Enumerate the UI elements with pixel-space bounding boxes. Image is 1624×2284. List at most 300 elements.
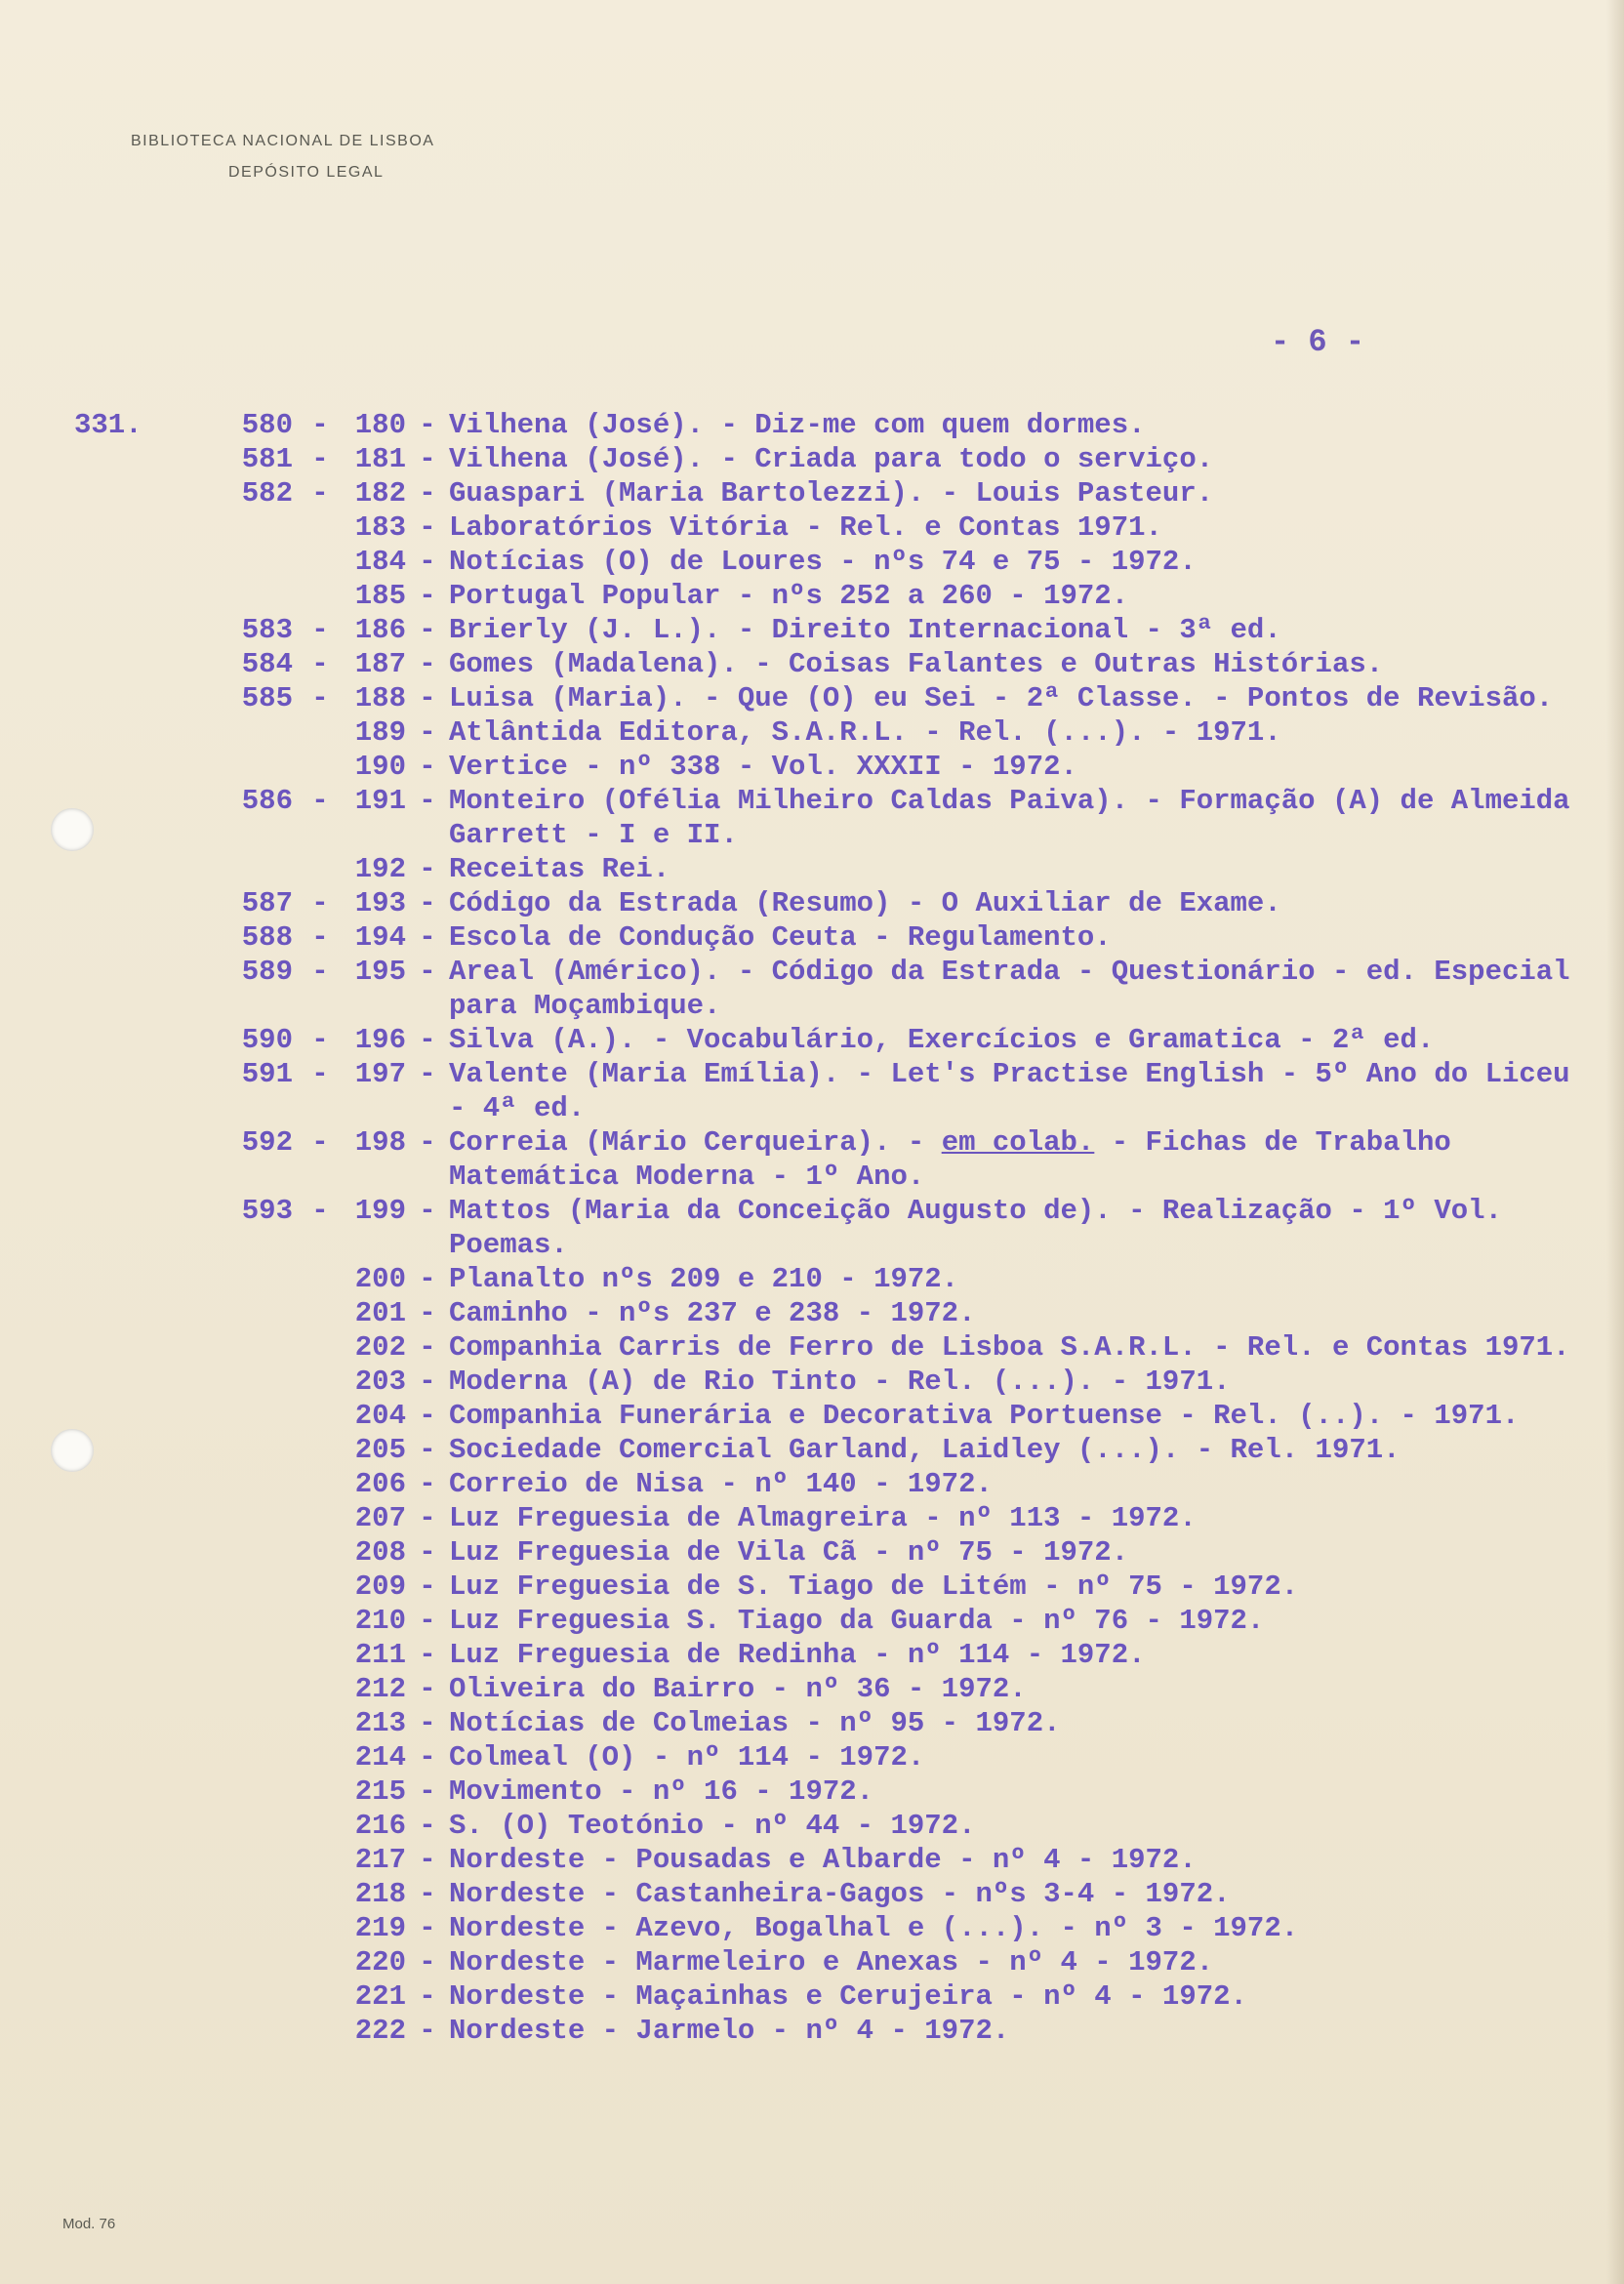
separator: - bbox=[419, 443, 436, 475]
separator: - bbox=[419, 477, 436, 510]
register-number: 181 bbox=[354, 443, 406, 475]
catalog-number bbox=[166, 715, 293, 750]
separator bbox=[293, 1296, 347, 1330]
separator bbox=[293, 1433, 347, 1467]
entry-description: Vertice - nº 338 - Vol. XXXII - 1972. bbox=[449, 751, 1077, 783]
catalog-number bbox=[166, 1706, 293, 1740]
accession-prefix bbox=[74, 1604, 166, 1638]
catalog-number: 584 bbox=[241, 648, 293, 680]
entry-description: Gomes (Madalena). - Coisas Falantes e Outras Histórias. bbox=[449, 648, 1384, 680]
entry-description: S. (O) Teotónio - nº 44 - 1972. bbox=[449, 1810, 976, 1842]
entry-description: Escola de Condução Ceuta - Regulamento. bbox=[449, 921, 1112, 954]
register-number: 222 bbox=[354, 2015, 406, 2047]
entry-description: Notícias de Colmeias - nº 95 - 1972. bbox=[449, 1707, 1061, 1739]
separator: - bbox=[419, 853, 436, 885]
accession-prefix bbox=[74, 1706, 166, 1740]
register-entry bbox=[74, 1911, 1597, 1945]
register-entry bbox=[74, 1296, 1597, 1330]
accession-prefix bbox=[74, 1979, 166, 2014]
register-number: 215 bbox=[354, 1775, 406, 1808]
register-number: 209 bbox=[354, 1570, 406, 1603]
register-entry bbox=[74, 442, 1597, 476]
register-number: 190 bbox=[354, 751, 406, 783]
accession-prefix bbox=[74, 1467, 166, 1501]
separator: - bbox=[419, 1297, 436, 1329]
separator: - bbox=[419, 1946, 436, 1978]
separator bbox=[293, 1535, 347, 1570]
register-entry bbox=[74, 681, 1597, 715]
register-entry bbox=[74, 1809, 1597, 1843]
separator: - bbox=[419, 751, 436, 783]
accession-prefix bbox=[74, 784, 166, 852]
catalog-number bbox=[166, 1467, 293, 1501]
separator: - bbox=[419, 1024, 436, 1056]
catalog-number: 593 bbox=[241, 1195, 293, 1227]
register-entry bbox=[74, 613, 1597, 647]
catalog-number bbox=[166, 1296, 293, 1330]
separator bbox=[293, 1672, 347, 1706]
accession-prefix bbox=[74, 955, 166, 1023]
register-entry bbox=[74, 1194, 1597, 1262]
entry-description: Nordeste - Maçainhas e Cerujeira - nº 4 - 1972. bbox=[449, 1980, 1247, 2013]
accession-prefix: 331. bbox=[74, 409, 142, 441]
register-entry bbox=[74, 1945, 1597, 1979]
entry-description: Código da Estrada (Resumo) - O Auxiliar de Exame. bbox=[449, 887, 1281, 919]
entry-description: Luz Freguesia de Vila Cã - nº 75 - 1972. bbox=[449, 1536, 1129, 1569]
register-entry bbox=[74, 1740, 1597, 1774]
register-number: 195 bbox=[354, 956, 406, 988]
register-number: 201 bbox=[354, 1297, 406, 1329]
catalog-number bbox=[166, 579, 293, 613]
separator: - bbox=[419, 1741, 436, 1774]
accession-prefix bbox=[74, 510, 166, 545]
separator: - bbox=[311, 682, 329, 714]
accession-prefix bbox=[74, 1194, 166, 1262]
register-entry bbox=[74, 1399, 1597, 1433]
register-number: 213 bbox=[354, 1707, 406, 1739]
entry-description: Guaspari (Maria Bartolezzi). - Louis Pasteur. bbox=[449, 477, 1214, 510]
entry-description: Nordeste - Marmeleiro e Anexas - nº 4 - 1972. bbox=[449, 1946, 1214, 1978]
accession-prefix bbox=[74, 715, 166, 750]
separator: - bbox=[419, 1331, 436, 1364]
entry-description: Planalto nºs 209 e 210 - 1972. bbox=[449, 1263, 959, 1295]
register-number: 220 bbox=[354, 1946, 406, 1978]
register-entry bbox=[74, 1057, 1597, 1125]
separator: - bbox=[419, 1707, 436, 1739]
separator bbox=[293, 1979, 347, 2014]
catalog-number: 591 bbox=[241, 1058, 293, 1090]
separator: - bbox=[419, 648, 436, 680]
register-entry bbox=[74, 1433, 1597, 1467]
separator: - bbox=[419, 1810, 436, 1842]
register-number: 212 bbox=[354, 1673, 406, 1705]
accession-prefix bbox=[74, 1774, 166, 1809]
catalog-number: 582 bbox=[241, 477, 293, 510]
entry-description: Portugal Popular - nºs 252 a 260 - 1972. bbox=[449, 580, 1129, 612]
catalog-number bbox=[166, 1774, 293, 1809]
accession-prefix bbox=[74, 1365, 166, 1399]
register-entry bbox=[74, 2014, 1597, 2048]
register-entry bbox=[74, 510, 1597, 545]
register-number: 211 bbox=[354, 1639, 406, 1671]
register-number: 187 bbox=[354, 648, 406, 680]
separator: - bbox=[419, 409, 436, 441]
accession-prefix bbox=[74, 2014, 166, 2048]
separator: - bbox=[419, 2015, 436, 2047]
entry-description: Receitas Rei. bbox=[449, 853, 670, 885]
register-entry bbox=[74, 920, 1597, 955]
entry-description: Luz Freguesia de Redinha - nº 114 - 1972. bbox=[449, 1639, 1146, 1671]
catalog-number bbox=[166, 1570, 293, 1604]
catalog-number bbox=[166, 1672, 293, 1706]
entry-description: Luz Freguesia de S. Tiago de Litém - nº 75 - 1972. bbox=[449, 1570, 1299, 1603]
separator bbox=[293, 750, 347, 784]
entry-description: Mattos (Maria da Conceição Augusto de). - Realização - 1º Vol. Poemas. bbox=[449, 1195, 1502, 1261]
register-number: 185 bbox=[354, 580, 406, 612]
separator bbox=[293, 1570, 347, 1604]
catalog-number bbox=[166, 545, 293, 579]
register-entry bbox=[74, 1979, 1597, 2014]
separator bbox=[293, 1501, 347, 1535]
separator: - bbox=[419, 1570, 436, 1603]
catalog-number bbox=[166, 1535, 293, 1570]
separator: - bbox=[419, 956, 436, 988]
separator: - bbox=[311, 1195, 329, 1227]
register-number: 198 bbox=[354, 1126, 406, 1159]
separator bbox=[293, 2014, 347, 2048]
register-entry bbox=[74, 852, 1597, 886]
separator: - bbox=[419, 887, 436, 919]
register-number: 186 bbox=[354, 614, 406, 646]
entry-description: Caminho - nºs 237 e 238 - 1972. bbox=[449, 1297, 976, 1329]
accession-prefix bbox=[74, 1638, 166, 1672]
register-entry bbox=[74, 1604, 1597, 1638]
register-number: 202 bbox=[354, 1331, 406, 1364]
catalog-number: 587 bbox=[241, 887, 293, 919]
register-entry bbox=[74, 1023, 1597, 1057]
separator: - bbox=[311, 887, 329, 919]
register-number: 196 bbox=[354, 1024, 406, 1056]
catalog-number bbox=[166, 1979, 293, 2014]
entry-description: Atlântida Editora, S.A.R.L. - Rel. (...). - 1971. bbox=[449, 716, 1281, 749]
register-number: 188 bbox=[354, 682, 406, 714]
separator bbox=[293, 1945, 347, 1979]
catalog-number bbox=[166, 1740, 293, 1774]
separator: - bbox=[419, 1263, 436, 1295]
separator: - bbox=[419, 1639, 436, 1671]
accession-prefix bbox=[74, 1672, 166, 1706]
accession-prefix bbox=[74, 1809, 166, 1843]
separator: - bbox=[311, 1058, 329, 1090]
separator bbox=[293, 1706, 347, 1740]
accession-prefix bbox=[74, 681, 166, 715]
separator: - bbox=[419, 580, 436, 612]
register-entry bbox=[74, 1570, 1597, 1604]
separator: - bbox=[419, 921, 436, 954]
register-number: 216 bbox=[354, 1810, 406, 1842]
separator: - bbox=[419, 1468, 436, 1500]
separator: - bbox=[419, 614, 436, 646]
separator: - bbox=[311, 921, 329, 954]
register-entry bbox=[74, 1877, 1597, 1911]
entry-description bbox=[449, 1125, 1591, 1194]
register-number: 182 bbox=[354, 477, 406, 510]
entry-description: Areal (Américo). - Código da Estrada - Questionário - ed. Especial para Moçambique. bbox=[449, 956, 1570, 1022]
entry-description: Oliveira do Bairro - nº 36 - 1972. bbox=[449, 1673, 1027, 1705]
separator: - bbox=[419, 1844, 436, 1876]
entry-description: Moderna (A) de Rio Tinto - Rel. (...). - 1971. bbox=[449, 1366, 1231, 1398]
header-institution: BIBLIOTECA NACIONAL DE LISBOA bbox=[131, 133, 435, 149]
accession-prefix bbox=[74, 1911, 166, 1945]
accession-prefix bbox=[74, 750, 166, 784]
catalog-number bbox=[166, 510, 293, 545]
separator bbox=[293, 1843, 347, 1877]
entry-description: Monteiro (Ofélia Milheiro Caldas Paiva). - Formação (A) de Almeida Garrett - I e II. bbox=[449, 785, 1570, 851]
register-entry bbox=[74, 579, 1597, 613]
register-entry bbox=[74, 476, 1597, 510]
catalog-number: 580 bbox=[241, 409, 293, 441]
catalog-number bbox=[166, 1262, 293, 1296]
entry-description: Vilhena (José). - Diz-me com quem dormes. bbox=[449, 409, 1146, 441]
accession-prefix bbox=[74, 920, 166, 955]
separator bbox=[293, 1877, 347, 1911]
catalog-number: 590 bbox=[241, 1024, 293, 1056]
separator bbox=[293, 510, 347, 545]
entry-description: Correio de Nisa - nº 140 - 1972. bbox=[449, 1468, 993, 1500]
accession-prefix bbox=[74, 1433, 166, 1467]
register-entry bbox=[74, 1262, 1597, 1296]
accession-prefix bbox=[74, 1877, 166, 1911]
register-entry bbox=[74, 1467, 1597, 1501]
separator: - bbox=[419, 1605, 436, 1637]
separator bbox=[293, 1467, 347, 1501]
accession-prefix bbox=[74, 442, 166, 476]
register-entry bbox=[74, 1706, 1597, 1740]
separator: - bbox=[419, 785, 436, 817]
catalog-number bbox=[166, 2014, 293, 2048]
separator bbox=[293, 1911, 347, 1945]
register-number: 180 bbox=[354, 409, 406, 441]
accession-prefix bbox=[74, 1570, 166, 1604]
separator bbox=[293, 1365, 347, 1399]
separator: - bbox=[419, 1195, 436, 1227]
register-number: 184 bbox=[354, 546, 406, 578]
form-code: Mod. 76 bbox=[62, 2216, 116, 2232]
register-entry bbox=[74, 955, 1597, 1023]
register-number: 200 bbox=[354, 1263, 406, 1295]
separator: - bbox=[419, 682, 436, 714]
header-department: DEPÓSITO LEGAL bbox=[228, 164, 385, 181]
register-number: 219 bbox=[354, 1912, 406, 1944]
separator bbox=[293, 1330, 347, 1365]
entry-description: Luz Freguesia S. Tiago da Guarda - nº 76 - 1972. bbox=[449, 1605, 1265, 1637]
register-number: 189 bbox=[354, 716, 406, 749]
separator: - bbox=[419, 1434, 436, 1466]
accession-prefix bbox=[74, 1399, 166, 1433]
register-number: 221 bbox=[354, 1980, 406, 2013]
catalog-number bbox=[166, 750, 293, 784]
separator: - bbox=[419, 716, 436, 749]
entry-description: Vilhena (José). - Criada para todo o serviço. bbox=[449, 443, 1214, 475]
register-number: 194 bbox=[354, 921, 406, 954]
separator: - bbox=[419, 546, 436, 578]
separator: - bbox=[419, 1400, 436, 1432]
register-entry bbox=[74, 1638, 1597, 1672]
separator bbox=[293, 1740, 347, 1774]
catalog-number bbox=[166, 1399, 293, 1433]
entry-description: Nordeste - Castanheira-Gagos - nºs 3-4 - 1972. bbox=[449, 1878, 1231, 1910]
separator: - bbox=[419, 1126, 436, 1159]
register-number: 205 bbox=[354, 1434, 406, 1466]
catalog-number bbox=[166, 1877, 293, 1911]
catalog-number bbox=[166, 1638, 293, 1672]
accession-prefix bbox=[74, 1330, 166, 1365]
separator: - bbox=[311, 785, 329, 817]
separator: - bbox=[419, 1775, 436, 1808]
register-entry bbox=[74, 1843, 1597, 1877]
separator: - bbox=[419, 1980, 436, 2013]
register-number: 192 bbox=[354, 853, 406, 885]
accession-prefix bbox=[74, 1535, 166, 1570]
catalog-number: 583 bbox=[241, 614, 293, 646]
separator: - bbox=[419, 1502, 436, 1534]
register-number: 210 bbox=[354, 1605, 406, 1637]
register-number: 183 bbox=[354, 511, 406, 544]
register-entry bbox=[74, 1501, 1597, 1535]
entry-description: Laboratórios Vitória - Rel. e Contas 1971. bbox=[449, 511, 1162, 544]
separator bbox=[293, 1399, 347, 1433]
separator bbox=[293, 1774, 347, 1809]
catalog-number bbox=[166, 1501, 293, 1535]
accession-prefix bbox=[74, 1843, 166, 1877]
separator: - bbox=[311, 648, 329, 680]
register-number: 206 bbox=[354, 1468, 406, 1500]
separator: - bbox=[311, 477, 329, 510]
register-entry bbox=[74, 1330, 1597, 1365]
entry-description: Sociedade Comercial Garland, Laidley (...). - Rel. 1971. bbox=[449, 1434, 1401, 1466]
register-number: 197 bbox=[354, 1058, 406, 1090]
accession-prefix bbox=[74, 1501, 166, 1535]
catalog-number: 588 bbox=[241, 921, 293, 954]
catalog-number bbox=[166, 1843, 293, 1877]
catalog-number bbox=[166, 1911, 293, 1945]
register-entry bbox=[74, 408, 1597, 442]
separator: - bbox=[311, 443, 329, 475]
paper-edge-shadow bbox=[1606, 0, 1624, 2284]
catalog-number bbox=[166, 1433, 293, 1467]
accession-prefix bbox=[74, 1945, 166, 1979]
accession-prefix bbox=[74, 579, 166, 613]
entry-description: Nordeste - Jarmelo - nº 4 - 1972. bbox=[449, 2015, 1010, 2047]
register-entry bbox=[74, 1774, 1597, 1809]
catalog-number: 581 bbox=[241, 443, 293, 475]
separator bbox=[293, 1809, 347, 1843]
accession-prefix bbox=[74, 476, 166, 510]
register-number: 199 bbox=[354, 1195, 406, 1227]
catalog-number bbox=[166, 1365, 293, 1399]
entry-description: Companhia Carris de Ferro de Lisboa S.A.R.L. - Rel. e Contas 1971. bbox=[449, 1331, 1570, 1364]
entry-description: Valente (Maria Emília). - Let's Practise English - 5º Ano do Liceu - 4ª ed. bbox=[449, 1058, 1570, 1124]
separator: - bbox=[419, 1058, 436, 1090]
entry-text-collab: em colab. bbox=[941, 1126, 1095, 1159]
register-number: 204 bbox=[354, 1400, 406, 1432]
entry-description: Nordeste - Pousadas e Albarde - nº 4 - 1972. bbox=[449, 1844, 1197, 1876]
register-entry bbox=[74, 1535, 1597, 1570]
catalog-number: 585 bbox=[241, 682, 293, 714]
register-entries bbox=[74, 408, 1597, 2048]
separator: - bbox=[419, 1878, 436, 1910]
separator: - bbox=[311, 956, 329, 988]
page-number: - 6 - bbox=[1271, 324, 1365, 360]
separator bbox=[293, 1262, 347, 1296]
register-number: 207 bbox=[354, 1502, 406, 1534]
entry-description: Nordeste - Azevo, Bogalhal e (...). - nº 3 - 1972. bbox=[449, 1912, 1299, 1944]
separator: - bbox=[419, 511, 436, 544]
separator bbox=[293, 1638, 347, 1672]
catalog-number bbox=[166, 1809, 293, 1843]
entry-description: Silva (A.). - Vocabulário, Exercícios e Gramatica - 2ª ed. bbox=[449, 1024, 1435, 1056]
separator: - bbox=[419, 1366, 436, 1398]
separator: - bbox=[419, 1912, 436, 1944]
separator: - bbox=[311, 1126, 329, 1159]
separator bbox=[293, 715, 347, 750]
accession-prefix bbox=[74, 1262, 166, 1296]
register-entry bbox=[74, 715, 1597, 750]
catalog-number: 589 bbox=[241, 956, 293, 988]
accession-prefix bbox=[74, 886, 166, 920]
separator: - bbox=[311, 614, 329, 646]
entry-description: Companhia Funerária e Decorativa Portuense - Rel. (..). - 1971. bbox=[449, 1400, 1520, 1432]
separator: - bbox=[311, 1024, 329, 1056]
register-entry bbox=[74, 750, 1597, 784]
catalog-number bbox=[166, 1945, 293, 1979]
separator: - bbox=[311, 409, 329, 441]
register-entry bbox=[74, 545, 1597, 579]
entry-description: Colmeal (O) - nº 114 - 1972. bbox=[449, 1741, 925, 1774]
catalog-number bbox=[166, 852, 293, 886]
catalog-number: 592 bbox=[241, 1126, 293, 1159]
accession-prefix bbox=[74, 852, 166, 886]
register-number: 214 bbox=[354, 1741, 406, 1774]
accession-prefix bbox=[74, 1296, 166, 1330]
separator bbox=[293, 579, 347, 613]
catalog-number: 586 bbox=[241, 785, 293, 817]
register-entry bbox=[74, 647, 1597, 681]
accession-prefix bbox=[74, 1125, 166, 1194]
accession-prefix bbox=[74, 1023, 166, 1057]
accession-prefix bbox=[74, 1057, 166, 1125]
separator: - bbox=[419, 1536, 436, 1569]
register-entry bbox=[74, 1672, 1597, 1706]
register-entry bbox=[74, 886, 1597, 920]
entry-description: Notícias (O) de Loures - nºs 74 e 75 - 1972. bbox=[449, 546, 1197, 578]
accession-prefix bbox=[74, 1740, 166, 1774]
entry-description: Movimento - nº 16 - 1972. bbox=[449, 1775, 874, 1808]
register-number: 208 bbox=[354, 1536, 406, 1569]
entry-text-post: - Fichas de Trabalho Matemática Moderna - 1º Ano. bbox=[449, 1126, 1451, 1193]
separator: - bbox=[419, 1673, 436, 1705]
entry-text-pre: Correia (Mário Cerqueira). - bbox=[449, 1126, 942, 1159]
register-number: 217 bbox=[354, 1844, 406, 1876]
register-entry bbox=[74, 784, 1597, 852]
entry-description: Luisa (Maria). - Que (O) eu Sei - 2ª Classe. - Pontos de Revisão. bbox=[449, 682, 1554, 714]
register-number: 203 bbox=[354, 1366, 406, 1398]
accession-prefix bbox=[74, 647, 166, 681]
accession-prefix bbox=[74, 545, 166, 579]
accession-prefix bbox=[74, 613, 166, 647]
separator bbox=[293, 1604, 347, 1638]
separator bbox=[293, 852, 347, 886]
